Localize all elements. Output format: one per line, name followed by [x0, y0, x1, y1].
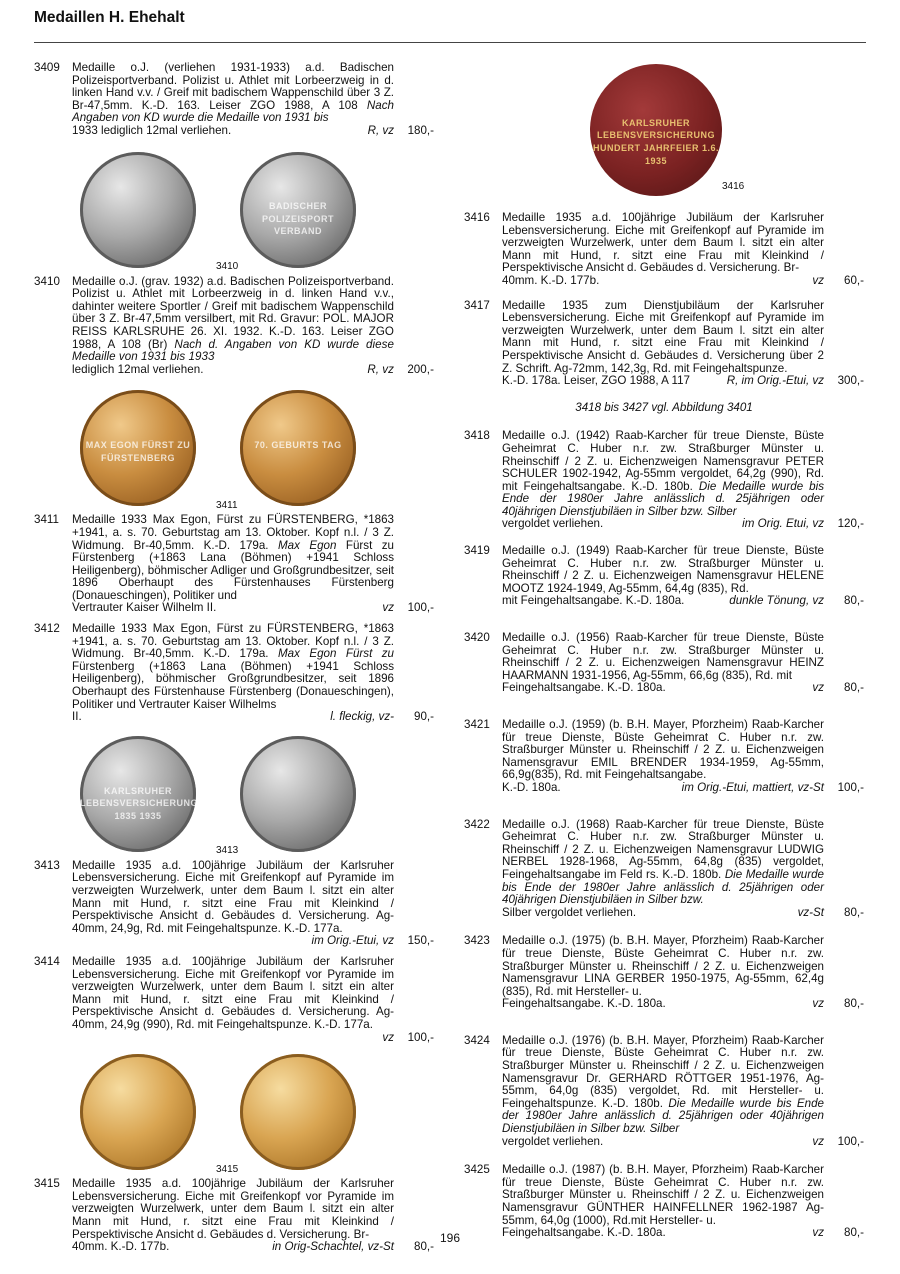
lot-3416	[464, 212, 864, 288]
lot-3414	[34, 956, 434, 1044]
lot-description: Medaille 1935 zum Dienstjubiläum der Karlsruher Lebensversicherung. Eiche mit Greifenkopf auf Pyramide im verzweigten Wurzelwerk, unter dem Baum l. sitzt ein alter Mann mit Hund, r. sitzt eine Frau mit Kleinkind / Perspektivische Ansicht d. Gebäudes d. Versicherung über 2 Z. Schrift. Ag-72mm, 142,3g, Rd. mit Feingehaltspunze.	[502, 298, 824, 375]
lot-description: Medaille o.J. (1968) Raab-Karcher für treue Dienste, Büste Geheimrat C. Huber n.r. zw. Straßburger Münster u. Rheinschiff / 2 Z. u. Eichenzweigen Namensgravur LUDWIG NERBEL 1928-1968, Ag-55mm, 64,8g (835) vergoldet, Feingehaltsangabe im Feld rs. K.-D. 180b.	[502, 817, 824, 881]
lot-description: Medaille 1933 Max Egon, Fürst zu FÜRSTENBERG, *1863 +1941, a. s. 70. Geburtstag am 13. Oktober. Kopf n.l. / 3 Z. Widmung. Br-40,5mm. K.-D. 179a.	[72, 622, 394, 661]
lot-condition: vz	[812, 273, 824, 287]
lot-description-cont: Fürstenberg (+1863 Lana (Böhmen) +1941 Schloss Heiligenberg), böhmischer Großgrundbesitzer, seit 1896 Oberhaupt des Fürstenhause Fürstenberg (Donaueschingen), Politiker und Vertrauter Kaiser Wilhelms	[72, 659, 394, 711]
lot-3411	[34, 514, 434, 615]
lot-price: 80,-	[844, 905, 864, 919]
lot-price: 100,-	[837, 780, 864, 794]
plate-3415	[72, 1046, 434, 1178]
left-column	[34, 62, 434, 1254]
lot-3418	[464, 430, 864, 531]
plate-caption: 3413	[216, 845, 239, 857]
lot-condition: l. fleckig, vz-	[330, 710, 394, 724]
lot-description: Medaille o.J. (1959) (b. B.H. Mayer, Pforzheim) Raab-Karcher für treue Dienste, Büste Geheimrat C. Huber n.r. zw. Straßburger Münster u. Rheinschiff / 2 Z. u. Eichenzweigen Namensgravur EMIL BRENDER 1934-1959, Ag-55mm, 66,9g(835), Rd. mit Feingehaltsangabe.	[502, 718, 824, 782]
lot-3412	[34, 623, 434, 724]
lot-description-end: vergoldet verliehen.	[502, 517, 604, 531]
plate-caption: 3416	[722, 181, 745, 193]
lot-note: Max Egon Fürst zu	[278, 647, 394, 661]
lot-number: 3425	[464, 1163, 490, 1177]
medal-obverse-image	[80, 152, 196, 268]
lot-number: 3410	[34, 274, 60, 288]
lot-price: 120,-	[837, 517, 864, 531]
lot-number: 3412	[34, 622, 60, 636]
lot-condition: vz	[382, 1030, 394, 1044]
lot-description-end: Silber vergoldet verliehen.	[502, 905, 637, 919]
lot-number: 3413	[34, 858, 60, 872]
lot-3420	[464, 632, 864, 695]
medal-obverse-image	[80, 1054, 196, 1170]
lot-description-end: K.-D. 180a.	[502, 780, 561, 794]
lot-number: 3416	[464, 211, 490, 224]
medal-case-image	[590, 64, 722, 196]
lot-description-end: Feingehaltsangabe. K.-D. 180a.	[502, 1226, 666, 1240]
lot-condition: R, im Orig.-Etui, vz	[726, 374, 824, 388]
lot-price: 90,-	[414, 710, 434, 724]
lot-description: Medaille 1935 a.d. 100jährige Jubiläum der Karlsruher Lebensversicherung. Eiche mit Greifenkopf vor Pyramide im verzweigten Wurzelwerk, unter dem Baum l. sitzt ein alter Mann mit Hund, r. sitzt eine Frau mit Kleinkind / Perspektivische Ansicht d. Gebäudes d. Versicherung. Br-	[72, 1177, 394, 1241]
lot-number: 3424	[464, 1033, 490, 1047]
lot-description: Medaille o.J. (1956) Raab-Karcher für treue Dienste, Büste Geheimrat C. Huber n.r. zw. Straßburger Münster u. Rheinschiff / 2 Z. u. Eichenzweigen Namensgravur HEINZ HAARMANN 1931-1956, Ag-55mm, 66,6g (835), Rd. mit	[502, 631, 824, 682]
medal-reverse-image	[240, 152, 356, 268]
lot-description-end: 1933 lediglich 12mal verliehen.	[72, 123, 232, 137]
page-header-title: Medaillen H. Ehehalt	[34, 9, 185, 26]
lot-description: Medaille o.J. (1975) (b. B.H. Mayer, Pforzheim) Raab-Karcher für treue Dienste, Büste Geheimrat C. Huber n.r. zw. Straßburger Münster u. Rheinschiff / 2 Z. u. Eichenzweigen Namensgravur LINA GERBER 1950-1975, Ag-55mm, 62,4g (835), Rd. mit Hersteller- u.	[502, 934, 824, 998]
lot-note: Die Medaille wurde bis Ende der 1980er Jahre anlässlich d. 25jährigen oder 40jährigen Dienstjubiläen in Silber bzw.	[502, 867, 824, 907]
lot-price: 80,-	[844, 681, 864, 695]
lot-description: Medaille 1935 a.d. 100jährige Jubiläum der Karlsruher Lebensversicherung. Eiche mit Greifenkopf vor Pyramide im verzweigten Wurzelwerk, unter dem Baum l. sitzt ein alter Mann mit Hund, r. sitzt eine Frau mit Kleinkind / Perspektivische Ansicht d. Gebäudes d. Versicherung. Ag-40mm, 24,9g (990), Rd. mit Feingehaltspunze. K.-D. 177a.	[72, 954, 394, 1031]
plate-caption: 3415	[216, 1163, 239, 1175]
lot-3425	[464, 1164, 864, 1240]
lot-description: Medaille o.J. (1942) Raab-Karcher für treue Dienste, Büste Geheimrat C. Huber n.r. zw. Straßburger Münster u. Rheinschiff / 2 Z. u. Eichenzweigen Namensgravur PETER SCHULER 1902-1942, Ag-55mm vergoldet, 64,2g (990), Rd. mit Feingehaltsangabe. K.-D. 180b.	[502, 429, 824, 493]
lot-description: Medaille o.J. (1949) Raab-Karcher für treue Dienste, Büste Geheimrat C. Huber n.r. zw. Straßburger Münster u. Rheinschiff / 2 Z. u. Eichenzweigen Namensgravur HELENE MOOTZ 1924-1949, Ag-55mm, 64,4g (835), Rd.	[502, 544, 824, 595]
lot-price: 150,-	[407, 934, 434, 948]
lot-number: 3418	[464, 429, 490, 443]
lot-condition: vz	[812, 997, 824, 1011]
lot-description-end: II.	[72, 710, 82, 724]
lot-3413	[34, 860, 434, 948]
lot-price: 80,-	[844, 1226, 864, 1240]
plate-3413	[72, 728, 434, 860]
lot-3419	[464, 545, 864, 608]
plate-caption: 3411	[216, 499, 238, 511]
medal-obverse-image	[80, 390, 196, 506]
medal-inscription: BADISCHER POLIZEISPORT VERBAND	[261, 201, 334, 237]
lot-condition: im Orig.-Etui, vz	[311, 934, 394, 948]
lot-description: Medaille 1935 a.d. 100jährige Jubiläum der Karlsruher Lebensversicherung. Eiche mit Greifenkopf auf Pyramide im verzweigten Wurzelwerk, unter dem Baum l. sitzt ein alter Mann mit Hund, r. sitzt eine Frau mit Kleinkind / Perspektivische Ansicht d. Gebäudes d. Versicherung. Br-	[502, 211, 824, 275]
lot-note: Nach Angaben von KD wurde die Medaille von 1931 bis	[72, 98, 394, 125]
lot-description-cont: Fürst zu Fürstenberg (+1863 Lana (Böhmen) +1941 Schloss Heiligenberg), böhmischer Adliger und Großgrundbesitzer, seit 1896 Oberhaupt des Fürstenhauses Fürstenberg (Donaueschingen), Politiker und	[72, 538, 394, 602]
lot-number: 3411	[34, 513, 59, 527]
lot-condition: vz	[812, 1134, 824, 1148]
medal-reverse-image	[240, 1054, 356, 1170]
medal-inscription: 70. GEBURTS TAG	[254, 440, 342, 451]
lot-note: Die Medaille wurde bis Ende der 1980er Jahre anlässlich d. 25jährigen oder 40jährigen Dienstjubiläen in Silber bzw. Silber	[502, 479, 824, 518]
lot-description-end: mit Feingehaltsangabe. K.-D. 180a.	[502, 594, 685, 608]
lot-condition: vz	[812, 1226, 824, 1240]
lot-note: Nach d. Angaben von KD wurde diese Medaille von 1931 bis 1933	[72, 337, 395, 364]
lot-number: 3414	[34, 954, 60, 968]
medal-reverse-image	[240, 390, 356, 506]
plate-3410	[72, 144, 434, 276]
lot-3421	[464, 719, 864, 795]
lot-price: 200,-	[407, 362, 434, 376]
plate-caption: 3410	[216, 260, 239, 272]
lot-condition: im Orig. Etui, vz	[742, 517, 824, 531]
lot-description-end: vergoldet verliehen.	[502, 1134, 604, 1148]
lot-number: 3409	[34, 61, 60, 74]
lot-condition: R, vz	[367, 362, 394, 376]
lot-description: Medaille 1933 Max Egon, Fürst zu FÜRSTENBERG, *1863 +1941, a. s. 70. Geburtstag am 13. Oktober. Kopf n.l. / 3 Z. Widmung. Br-40,5mm. K.-D. 179a.	[72, 513, 394, 552]
lot-condition: R, vz	[367, 123, 394, 137]
header-rule	[34, 42, 866, 43]
lot-price: 180,-	[407, 123, 434, 137]
lot-3410	[34, 276, 434, 377]
lot-number: 3415	[34, 1177, 60, 1191]
lot-3423	[464, 935, 864, 1011]
lot-price: 80,-	[844, 997, 864, 1011]
lot-price: 100,-	[837, 1134, 864, 1148]
lot-3417	[464, 300, 864, 388]
lot-condition: in Orig-Schachtel, vz-St	[272, 1240, 394, 1254]
lot-number: 3422	[464, 817, 490, 831]
lot-description-end: 40mm. K.-D. 177b.	[502, 273, 600, 287]
medal-inscription: KARLSRUHER LEBENSVERSICHERUNG 1835 1935	[80, 785, 199, 821]
lot-3422	[464, 819, 864, 920]
medal-obverse-image	[80, 736, 199, 852]
lot-description: Medaille o.J. (1976) (b. B.H. Mayer, Pforzheim) Raab-Karcher für treue Dienste, Büste Geheimrat C. Huber n.r. zw. Straßburger Münster u. Rheinschiff / 2 Z. u. Eichenzweigen Namensgravur Dr. GERHARD RÖTTGER 1951-1976, Ag-55mm, 64,0g (835) vergoldet, Rd. mit Hersteller- u. Feingehaltspunze. K.-D. 180b.	[502, 1033, 824, 1110]
lot-price: 80,-	[844, 594, 864, 608]
lot-number: 3420	[464, 631, 490, 645]
page-number: 196	[439, 1231, 461, 1245]
lot-description: Medaille 1935 a.d. 100jährige Jubiläum der Karlsruher Lebensversicherung. Eiche mit Greifenkopf auf Pyramide im verzweigten Wurzelwerk, unter dem Baum l. sitzt ein alter Mann mit Hund, r. sitzt eine Frau mit Kleinkind / Perspektivische Ansicht d. Gebäudes d. Versicherung. Ag-40mm, 24,9g, Rd. mit Feingehaltspunze. K.-D. 177a.	[72, 858, 394, 935]
lot-condition: vz	[812, 681, 824, 695]
lot-condition: im Orig.-Etui, mattiert, vz-St	[681, 780, 824, 794]
lot-description-end: K.-D. 178a. Leiser, ZGO 1988, A 117	[502, 374, 690, 388]
lot-condition: dunkle Tönung, vz	[729, 594, 824, 608]
plate-3411	[72, 382, 434, 514]
lot-price: 80,-	[414, 1240, 434, 1254]
lot-description-end: 40mm. K.-D. 177b.	[72, 1240, 170, 1254]
lot-number: 3419	[464, 544, 490, 558]
lot-number: 3417	[464, 298, 490, 312]
lot-description-end: Feingehaltsangabe. K.-D. 180a.	[502, 681, 666, 695]
lot-price: 100,-	[407, 1030, 434, 1044]
lot-price: 300,-	[837, 374, 864, 388]
lot-description: Medaille o.J. (verliehen 1931-1933) a.d. Badischen Polizeisportverband. Polizist u. Athlet mit Lorbeerzweig in d. linken Hand v.v. / Greif mit badischem Wappenschild über 3 Z. Br-47,5mm. K.-D. 163. Leiser ZGO 1988, A 108	[72, 61, 394, 112]
lot-description-end: Feingehaltsangabe. K.-D. 180a.	[502, 997, 666, 1011]
plate-3416	[464, 62, 864, 196]
lot-3424	[464, 1035, 864, 1148]
medal-inscription: MAX EGON FÜRST ZU FÜRSTENBERG	[85, 440, 191, 463]
lot-description-end: Vertrauter Kaiser Wilhelm II.	[72, 601, 217, 615]
medal-reverse-image	[240, 736, 356, 852]
lot-condition: vz-St	[797, 905, 824, 919]
lot-price: 100,-	[407, 601, 434, 615]
medal-inscription: KARLSRUHER LEBENSVERSICHERUNG HUNDERT JAHRFEIER 1.6. 1935	[592, 117, 720, 166]
lot-note: Die Medaille wurde bis Ende der 1980er Jahre anlässlich d. 25jährigen oder 40jährigen Dienstjubiläen in Silber bzw. Silber	[502, 1096, 824, 1136]
lot-3409	[34, 62, 434, 138]
right-column	[464, 62, 864, 1240]
lot-description-end: lediglich 12mal verliehen.	[72, 362, 204, 376]
lot-number: 3421	[464, 718, 490, 731]
lot-number: 3423	[464, 934, 490, 948]
lot-condition: vz	[382, 601, 394, 615]
lot-note: Max Egon	[277, 538, 337, 552]
lot-description: Medaille o.J. (grav. 1932) a.d. Badischen Polizeisportverband. Polizist u. Athlet mit Lorbeerzweig in d. linken Hand v.v., dahinter weitere Sportler / Greif mit badischem Wappenschild über 3 Z. Br-47,5mm versilbert, mit Rd. Gravur: POL. MAJOR REISS KARLSRUHE 26. XI. 1932. K.-D. 163. Leiser ZGO 1988, A 108 (Br)	[72, 274, 394, 351]
lot-description: Medaille o.J. (1987) (b. B.H. Mayer, Pforzheim) Raab-Karcher für treue Dienste, Büste Geheimrat C. Huber n.r. zw. Straßburger Münster u. Rheinschiff / 2 Z. u. Eichenzweigen Namensgravur GÜNTHER HAINFELLNER 1962-1987 Ag-55mm, 64,0g (1000), Rd.mit Hersteller- u.	[502, 1163, 824, 1227]
lot-price: 60,-	[844, 273, 864, 287]
cross-reference-note: 3418 bis 3427 vgl. Abbildung 3401	[575, 400, 753, 414]
